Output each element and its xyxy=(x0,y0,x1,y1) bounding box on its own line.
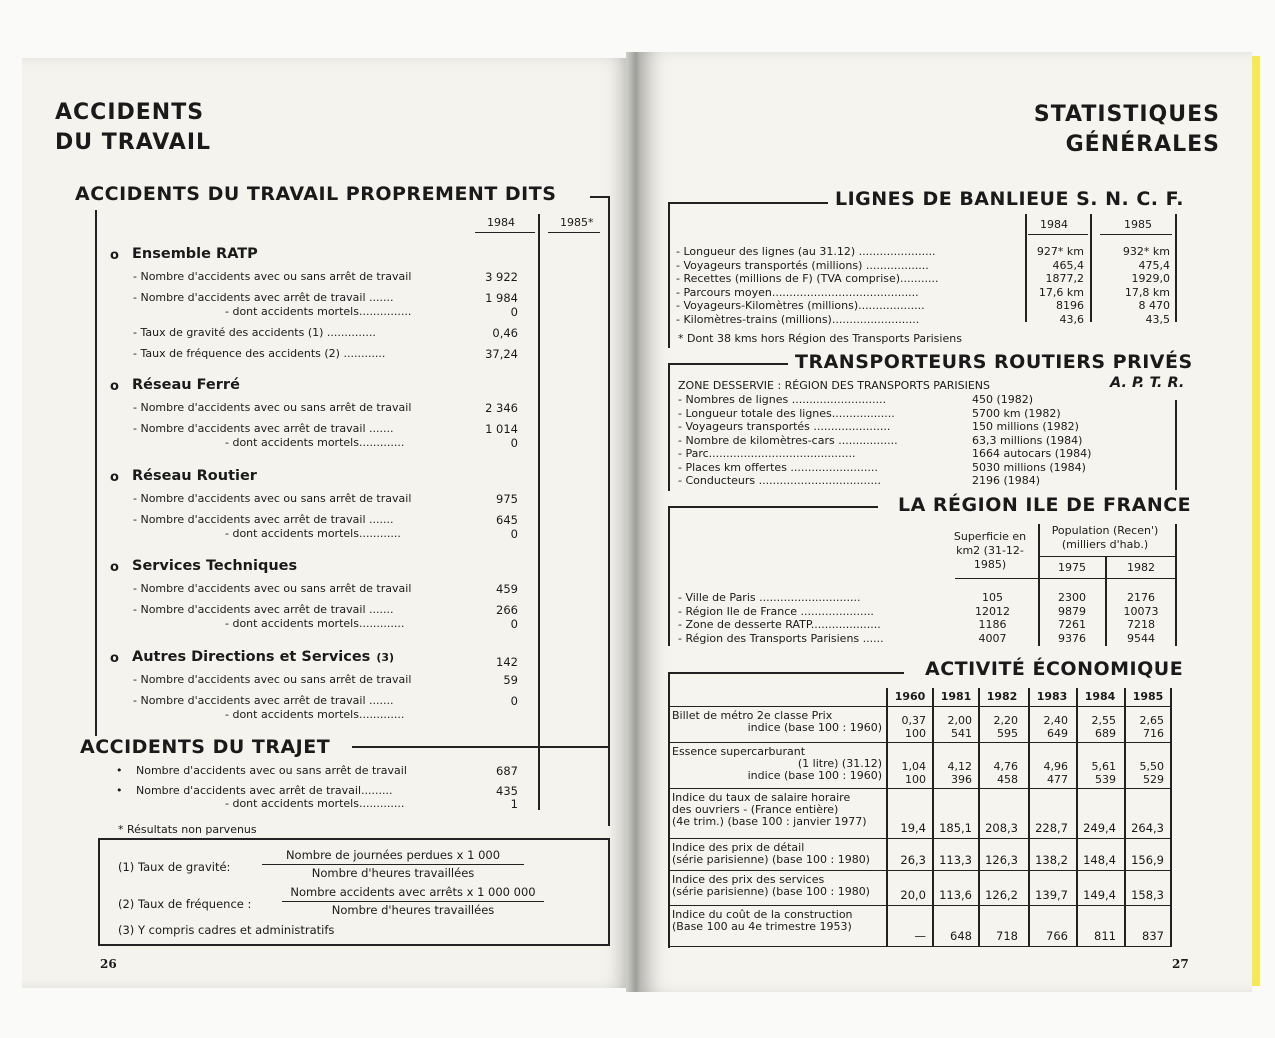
sncf-row-label: - Voyageurs-Kilomètres (millions)................... xyxy=(676,299,925,312)
group-row-label: - dont accidents mortels............... xyxy=(225,305,412,318)
col-1985-underline xyxy=(548,232,600,233)
trajet-row-value: 435 xyxy=(496,784,518,798)
section1-rule xyxy=(590,196,610,198)
footnote-star: * Résultats non parvenus xyxy=(118,823,257,836)
eco-cell-value: 264,3 xyxy=(1131,821,1164,835)
eco-cell-value: 4,12 xyxy=(947,760,972,773)
group-title-value: 142 xyxy=(496,655,518,669)
group-row-value: 975 xyxy=(496,492,518,506)
eco-cell-index: 541 xyxy=(951,727,972,740)
idf-head-superficie: Superficie en km2 (31-12-1985) xyxy=(953,530,1027,571)
eco-row-label: Essence supercarburant xyxy=(672,745,806,758)
group-row-label: - Nombre d'accidents avec arrêt de travail ....... xyxy=(133,513,394,526)
sncf-col-divider3 xyxy=(1175,214,1177,322)
group-row-label: - Nombre d'accidents avec arrêt de travail ....... xyxy=(133,603,394,616)
eco-row-rule xyxy=(670,706,1172,707)
formula2-numerator: Nombre accidents avec arrêts x 1 000 000 xyxy=(290,885,536,899)
group-row-label: - Nombre d'accidents avec arrêt de travail ....... xyxy=(133,422,394,435)
aptr-row-label: - Places km offertes ......................... xyxy=(678,460,878,474)
idf-row-1982: 10073 xyxy=(1123,604,1159,618)
trajet-row-value: 687 xyxy=(496,764,518,778)
sncf-row-label: - Parcours moyen.......................................... xyxy=(676,285,919,299)
group-row-label: - Nombre d'accidents avec ou sans arrêt de travail xyxy=(133,492,412,505)
eco-year-header: 1984 xyxy=(1084,690,1116,703)
eco-year-header: 1985 xyxy=(1132,690,1164,703)
sncf-row-label: - Recettes (millions de F) (TVA comprise)........... xyxy=(676,272,939,285)
idf-year-1982: 1982 xyxy=(1127,561,1155,574)
idf-row-1975: 9376 xyxy=(1058,631,1086,645)
eco-cell-value: 249,4 xyxy=(1083,821,1116,835)
eco-cell-value: 2,65 xyxy=(1139,714,1164,727)
eco-cell-value: 2,00 xyxy=(947,714,972,727)
formula2-fraction-bar xyxy=(282,901,544,902)
sncf-row-1985: 8 470 xyxy=(1138,299,1170,312)
idf-left-border xyxy=(668,506,670,646)
group-row-value: 459 xyxy=(496,582,518,596)
eco-cell-value: 126,2 xyxy=(985,888,1018,902)
trajet-bullet-icon: • xyxy=(116,764,123,777)
eco-cell-value: 766 xyxy=(1046,929,1068,943)
eco-cell-value: 156,9 xyxy=(1131,853,1164,867)
eco-cell-index: 689 xyxy=(1095,727,1116,740)
formula3-note: (3) Y compris cadres et administratifs xyxy=(118,923,335,937)
eco-cell-value: 1,04 xyxy=(901,760,926,773)
aptr-row-label: - Nombres de lignes ........................... xyxy=(678,393,887,406)
yellow-cover-edge xyxy=(1252,56,1260,986)
eco-row-label: indice (base 100 : 1960) xyxy=(747,721,882,734)
eco-cell-value: 4,76 xyxy=(993,760,1018,773)
eco-cell-index: 539 xyxy=(1095,773,1116,786)
eco-rule xyxy=(668,672,904,674)
group-row-value: 266 xyxy=(496,603,518,617)
idf-row-superficie: 4007 xyxy=(978,631,1007,645)
idf-row-superficie: 1186 xyxy=(978,618,1007,631)
sncf-row-1984: 8196 xyxy=(1056,299,1084,312)
eco-cell-value: 149,4 xyxy=(1083,888,1116,902)
eco-row-rule xyxy=(670,742,1172,743)
formula-box-top xyxy=(98,838,610,840)
eco-row-rule xyxy=(670,870,1172,871)
group-title: Réseau Ferré xyxy=(132,377,240,393)
idf-row-superficie: 105 xyxy=(982,591,1003,604)
group-row-value: 37,24 xyxy=(485,347,518,361)
group-row-label: - Nombre d'accidents avec ou sans arrêt de travail xyxy=(133,401,412,414)
eco-row-label: Indice du taux de salaire horaire xyxy=(672,791,851,804)
sncf-row-label: - Voyageurs transportés (millions) .................. xyxy=(676,258,929,272)
eco-row-rule xyxy=(670,788,1172,789)
eco-cell-value: 2,40 xyxy=(1043,714,1068,727)
sncf-row-1984: 927* km xyxy=(1036,245,1084,258)
group-row-value: 59 xyxy=(503,673,518,687)
sncf-col-divider2 xyxy=(1090,214,1092,322)
eco-row-label: (1 litre) (31.12) xyxy=(797,757,882,770)
formula-box-bottom xyxy=(98,944,610,946)
eco-year-header: 1983 xyxy=(1036,690,1068,703)
sncf-col1-header: 1984 xyxy=(1040,218,1068,231)
sncf-col2-underline xyxy=(1100,234,1172,235)
left-title-line1: ACCIDENTS xyxy=(55,100,205,125)
col-1984-underline xyxy=(475,232,535,233)
formula1-numerator: Nombre de journées perdues x 1 000 xyxy=(285,848,501,862)
sncf-row-1984: 1877,2 xyxy=(1045,272,1084,285)
eco-cell-index: 529 xyxy=(1143,773,1164,786)
eco-cell-value: 4,96 xyxy=(1043,760,1068,773)
aptr-abbr: A. P. T. R. xyxy=(1110,375,1185,391)
group-row-value: 1 984 xyxy=(485,291,518,305)
eco-row-label: Indice du coût de la construction xyxy=(672,908,853,921)
eco-cell-value: 19,4 xyxy=(900,821,926,835)
group-row-label: - Taux de fréquence des accidents (2) ............ xyxy=(133,347,386,360)
sncf-note: * Dont 38 kms hors Région des Transports Parisiens xyxy=(678,332,962,345)
idf-year-1975: 1975 xyxy=(1058,561,1086,574)
eco-cell-index: 458 xyxy=(997,773,1018,786)
eco-row-label: Indice des prix de détail xyxy=(672,841,805,854)
eco-cell-index: 649 xyxy=(1047,727,1068,740)
aptr-row-value: 450 (1982) xyxy=(972,393,1034,406)
idf-row-1982: 7218 xyxy=(1127,618,1155,631)
group-row-label: - dont accidents mortels............ xyxy=(225,527,401,540)
idf-row-1975: 2300 xyxy=(1058,591,1086,604)
group-row-label: - dont accidents mortels............. xyxy=(225,436,405,449)
eco-cell-index: 396 xyxy=(951,773,972,786)
idf-row-1975: 7261 xyxy=(1058,618,1086,631)
eco-cell-value: 837 xyxy=(1142,929,1164,943)
idf-col-divider2 xyxy=(1105,556,1107,646)
idf-row-label: - Région des Transports Parisiens ...... xyxy=(678,631,884,645)
eco-cell-value: 2,55 xyxy=(1091,714,1116,727)
idf-row-1975: 9879 xyxy=(1058,604,1086,618)
group-bullet-icon: o xyxy=(110,379,119,394)
group-bullet-icon: o xyxy=(110,470,119,485)
aptr-row-label: - Nombre de kilomètres-cars ................. xyxy=(678,433,898,447)
sncf-row-1984: 43,6 xyxy=(1059,312,1084,326)
trajet-row-label: - dont accidents mortels............. xyxy=(225,797,405,810)
sncf-left-border xyxy=(668,202,670,348)
group-row-value: 3 922 xyxy=(485,270,518,284)
idf-rule xyxy=(668,506,878,508)
idf-row-label: - Ville de Paris ............................. xyxy=(678,591,861,604)
eco-row-label: (série parisienne) (base 100 : 1980) xyxy=(672,853,870,866)
aptr-row-value: 5700 km (1982) xyxy=(972,406,1061,420)
idf-col-divider3 xyxy=(1175,524,1177,646)
eco-year-header: 1981 xyxy=(940,690,972,703)
aptr-row-value: 1664 autocars (1984) xyxy=(972,447,1092,460)
sncf-row-label: - Longueur des lignes (au 31.12) ...................... xyxy=(676,245,936,258)
eco-row-label: (4e trim.) (base 100 : janvier 1977) xyxy=(672,815,867,828)
eco-row-label: Billet de métro 2e classe Prix xyxy=(672,709,833,722)
aptr-left-border xyxy=(668,363,670,491)
sncf-row-1985: 475,4 xyxy=(1138,258,1170,272)
eco-cell-index: 477 xyxy=(1047,773,1068,786)
right-title xyxy=(960,100,1220,160)
sncf-col-divider1 xyxy=(1025,214,1027,322)
eco-left-border xyxy=(668,672,670,948)
formula2-denominator: Nombre d'heures travaillées xyxy=(331,903,495,917)
group-row-value: 2 346 xyxy=(485,401,518,415)
group-row-label: - dont accidents mortels............. xyxy=(225,617,405,630)
eco-cell-value: 113,6 xyxy=(939,888,972,902)
eco-cell-value: 148,4 xyxy=(1083,853,1116,867)
eco-cell-value: 185,1 xyxy=(939,821,972,835)
idf-head-population: Population (Recen') (milliers d'hab.) xyxy=(1051,524,1159,551)
sncf-row-1984: 17,6 km xyxy=(1038,285,1084,299)
group-title: Ensemble RATP xyxy=(132,246,258,262)
sncf-row-label: - Kilomètres-trains (millions)......................... xyxy=(676,312,920,326)
sncf-row-1985: 1929,0 xyxy=(1131,272,1170,285)
eco-cell-value: 648 xyxy=(950,929,972,943)
trajet-row-label: Nombre d'accidents avec ou sans arrêt de travail xyxy=(136,764,407,777)
group-row-label: - Nombre d'accidents avec ou sans arrêt de travail xyxy=(133,582,412,595)
idf-title: LA RÉGION ILE DE FRANCE xyxy=(898,494,1192,516)
eco-cell-index: 100 xyxy=(905,773,926,786)
eco-cell-value: 0,37 xyxy=(901,714,926,727)
group-bullet-icon: o xyxy=(110,560,119,575)
group-row-label: - Nombre d'accidents avec arrêt de travail ....... xyxy=(133,694,394,707)
left-page-number: 26 xyxy=(100,957,117,971)
formula1-denominator: Nombre d'heures travaillées xyxy=(311,866,475,880)
eco-cell-value: 113,3 xyxy=(939,853,972,867)
eco-cell-value: 139,7 xyxy=(1035,888,1068,902)
eco-cell-value: 718 xyxy=(996,929,1018,943)
eco-cell-value: 126,3 xyxy=(985,853,1018,867)
right-title-line1: STATISTIQUES xyxy=(1033,102,1220,127)
section2-title: ACCIDENTS DU TRAJET xyxy=(80,736,331,758)
eco-row-rule xyxy=(670,946,1172,947)
eco-row-label: indice (base 100 : 1960) xyxy=(747,769,882,782)
aptr-row-value: 5030 millions (1984) xyxy=(972,460,1086,474)
sncf-row-1985: 43,5 xyxy=(1145,312,1170,326)
right-page-number: 27 xyxy=(1172,957,1189,971)
section1-right-border xyxy=(608,196,610,826)
section2-rule xyxy=(352,746,608,748)
aptr-row-label: - Voyageurs transportés ...................... xyxy=(678,420,891,433)
col-header-1985: 1985* xyxy=(560,216,594,229)
group-title: Réseau Routier xyxy=(132,468,257,484)
group-row-value: 0 xyxy=(510,617,518,631)
eco-cell-value: — xyxy=(914,929,926,943)
sncf-row-1985: 17,8 km xyxy=(1124,285,1170,299)
eco-cell-index: 100 xyxy=(905,727,926,740)
sncf-title: LIGNES DE BANLIEUE S. N. C. F. xyxy=(835,188,1185,210)
formula1-fraction-bar xyxy=(262,864,524,865)
sncf-rule xyxy=(668,202,828,204)
formula-box-left xyxy=(98,838,100,946)
formula1-label: (1) Taux de gravité: xyxy=(118,860,231,874)
eco-cell-value: 811 xyxy=(1094,929,1116,943)
group-row-value: 0 xyxy=(510,694,518,708)
sncf-row-1984: 465,4 xyxy=(1052,258,1084,272)
sncf-row-1985: 932* km xyxy=(1122,245,1170,258)
idf-row-1982: 2176 xyxy=(1127,591,1155,604)
eco-cell-value: 26,3 xyxy=(900,853,926,867)
group-row-label: - Nombre d'accidents avec ou sans arrêt de travail xyxy=(133,673,412,686)
eco-cell-value: 5,61 xyxy=(1091,760,1116,773)
aptr-right-border xyxy=(1175,400,1177,490)
eco-year-header: 1960 xyxy=(894,690,926,703)
group-title-note: (3) xyxy=(376,651,395,664)
eco-row-rule xyxy=(670,838,1172,839)
aptr-row-label: - Parc.......................................... xyxy=(678,447,856,460)
eco-col-divider xyxy=(1170,688,1172,946)
eco-row-label: (Base 100 au 4e trimestre 1953) xyxy=(672,920,852,933)
sncf-col1-underline xyxy=(1028,234,1088,235)
idf-row-label: - Zone de desserte RATP.................... xyxy=(678,618,881,631)
aptr-row-label: - Longueur totale des lignes.................. xyxy=(678,406,895,420)
eco-cell-value: 5,50 xyxy=(1139,760,1164,773)
trajet-bullet-icon: • xyxy=(116,784,123,797)
section1-left-border xyxy=(95,210,97,736)
eco-title: ACTIVITÉ ÉCONOMIQUE xyxy=(925,658,1184,680)
aptr-row-value: 63,3 millions (1984) xyxy=(972,433,1083,447)
group-bullet-icon: o xyxy=(110,248,119,263)
eco-row-label: des ouvriers - (France entière) xyxy=(672,803,839,816)
left-title-line2: DU TRAVAIL xyxy=(55,130,212,155)
aptr-row-label: - Conducteurs ................................... xyxy=(678,474,882,487)
idf-head-underline xyxy=(955,578,1175,579)
idf-row-label: - Région Ile de France ..................... xyxy=(678,604,874,618)
eco-cell-index: 716 xyxy=(1143,727,1164,740)
idf-pop-underline xyxy=(1040,556,1175,557)
trajet-row-label: Nombre d'accidents avec arrêt de travail......... xyxy=(136,784,393,797)
group-row-label: - Taux de gravité des accidents (1) .............. xyxy=(133,326,376,339)
group-row-value: 1 014 xyxy=(485,422,518,436)
group-row-value: 0 xyxy=(510,527,518,541)
group-row-value: 0,46 xyxy=(492,326,518,340)
aptr-row-value: 150 millions (1982) xyxy=(972,420,1079,433)
group-row-value: 645 xyxy=(496,513,518,527)
formula2-label: (2) Taux de fréquence : xyxy=(118,897,252,911)
eco-row-label: Indice des prix des services xyxy=(672,873,825,886)
col-header-1984: 1984 xyxy=(487,216,515,229)
group-row-label: - Nombre d'accidents avec ou sans arrêt de travail xyxy=(133,270,412,283)
group-row-label: - Nombre d'accidents avec arrêt de travail ....... xyxy=(133,291,394,304)
section1-title: ACCIDENTS DU TRAVAIL PROPREMENT DITS xyxy=(75,183,557,205)
eco-cell-value: 138,2 xyxy=(1035,853,1068,867)
aptr-row-value: 2196 (1984) xyxy=(972,474,1041,487)
group-row-value: 0 xyxy=(510,305,518,319)
trajet-row-value: 1 xyxy=(510,797,518,811)
group-title: Autres Directions et Services (3) xyxy=(132,649,395,665)
eco-year-header: 1982 xyxy=(986,690,1018,703)
eco-row-label: (série parisienne) (base 100 : 1980) xyxy=(672,885,870,898)
sncf-col2-header: 1985 xyxy=(1124,218,1152,231)
aptr-title: TRANSPORTEURS ROUTIERS PRIVÉS xyxy=(795,351,1193,373)
group-title: Services Techniques xyxy=(132,558,298,574)
aptr-zone: ZONE DESSERVIE : RÉGION DES TRANSPORTS PARISIENS xyxy=(678,379,991,392)
left-title xyxy=(55,98,211,158)
eco-cell-value: 228,7 xyxy=(1035,821,1068,835)
formula-box-right xyxy=(608,838,610,946)
group-bullet-icon: o xyxy=(110,651,119,666)
idf-row-superficie: 12012 xyxy=(975,604,1010,618)
idf-row-1982: 9544 xyxy=(1127,631,1155,645)
eco-cell-index: 595 xyxy=(997,727,1018,740)
eco-cell-value: 158,3 xyxy=(1131,888,1164,902)
aptr-rule xyxy=(668,363,788,365)
right-title-line2: GÉNÉRALES xyxy=(1065,132,1220,157)
eco-row-rule xyxy=(670,905,1172,906)
eco-cell-value: 2,20 xyxy=(993,714,1018,727)
col-divider-1984 xyxy=(538,214,540,810)
group-row-value: 0 xyxy=(510,436,518,450)
eco-cell-value: 208,3 xyxy=(985,821,1018,835)
eco-cell-value: 20,0 xyxy=(900,888,926,902)
group-row-label: - dont accidents mortels............. xyxy=(225,708,405,721)
